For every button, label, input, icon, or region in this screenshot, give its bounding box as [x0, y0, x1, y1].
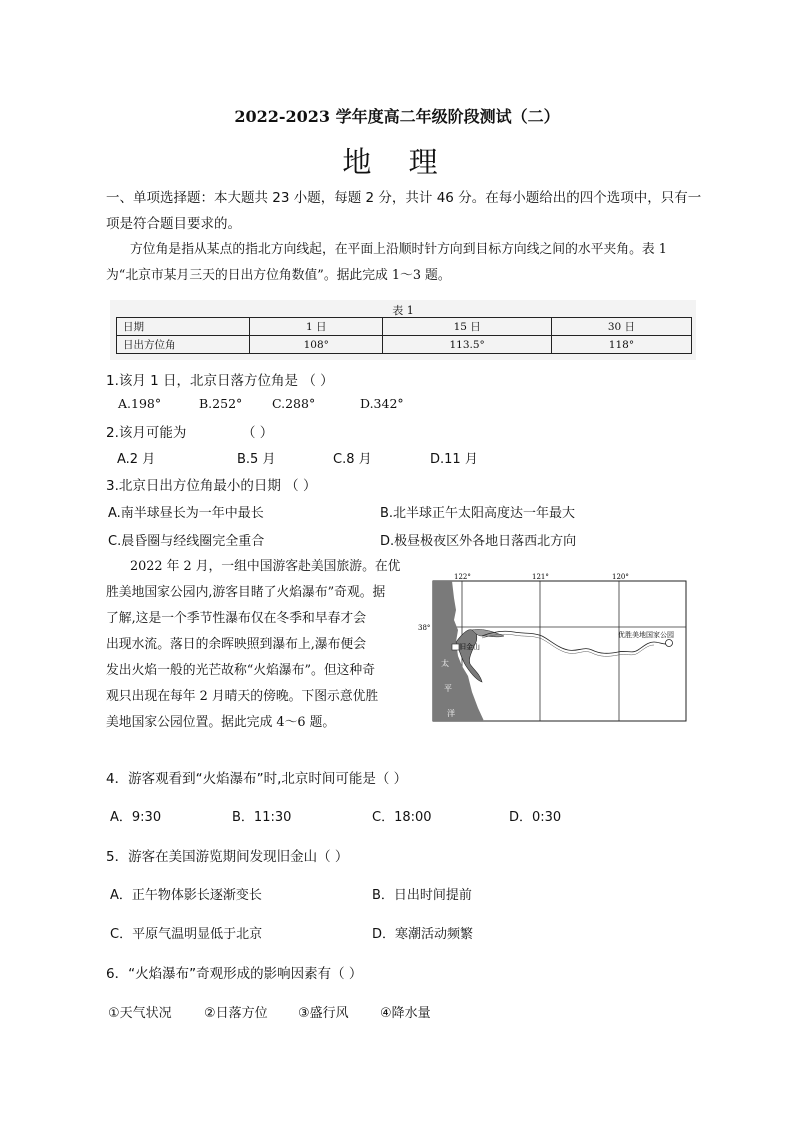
- intro2-line: 2022 年 2 月，一组中国游客赴美国旅游。在优: [130, 559, 401, 574]
- table1-header-cell: 30 日: [551, 318, 691, 336]
- intro2-line: 发出火焰一般的光芒故称“火焰瀑布”。但这种奇: [106, 663, 376, 678]
- q6-factor: ④降水量: [380, 1006, 431, 1021]
- san-francisco-marker: [452, 644, 459, 650]
- q1-option-a[interactable]: A.198°: [118, 396, 162, 411]
- intro1-line1: 方位角是指从某点的指北方向线起，在平面上沿顺时针方向到目标方向线之间的水平夹角。表 1: [130, 242, 667, 257]
- lon-label: 121°: [532, 573, 549, 581]
- q4-option-a[interactable]: A．9:30: [110, 810, 162, 825]
- ocean-label-char: 平: [444, 684, 452, 693]
- q3-option-b[interactable]: B.北半球正午太阳高度达一年最大: [380, 506, 576, 521]
- q3-option-c[interactable]: C.晨昏圈与经线圈完全重合: [108, 534, 265, 549]
- q3-stem: 3.北京日出方位角最小的日期 （ ）: [106, 478, 317, 494]
- q2-option-c[interactable]: C.8 月: [333, 452, 372, 467]
- section-heading-line1: 一、单项选择题：本大题共 23 小题，每题 2 分，共计 46 分。在每小题给出的四个选项中，只有一: [106, 190, 702, 206]
- q4-option-c[interactable]: C．18:00: [372, 810, 432, 825]
- q6-factor: ②日落方位: [204, 1006, 268, 1021]
- city-label: 旧金山: [459, 643, 480, 651]
- q1-option-d[interactable]: D.342°: [360, 396, 404, 411]
- table1: [110, 300, 696, 360]
- q4-option-b[interactable]: B．11:30: [232, 810, 292, 825]
- park-label: 优胜美地国家公园: [618, 631, 674, 639]
- intro1-line2: 为“北京市某月三天的日出方位角数值”。据此完成 1～3 题。: [106, 268, 451, 283]
- table1-row-label: 日出方位角: [117, 336, 250, 354]
- section-heading-line2: 项是符合题目要求的。: [106, 216, 241, 232]
- table1-cell: 118°: [551, 336, 691, 354]
- q3-option-d[interactable]: D.极昼极夜区外各地日落西北方向: [380, 534, 577, 549]
- table1-data-row: [117, 336, 692, 354]
- subject-title: 地 理: [342, 145, 452, 179]
- ocean-label-char: 太: [441, 659, 449, 668]
- q2-stem: 2.该月可能为: [106, 425, 187, 441]
- q5-option-d[interactable]: D．寒潮活动频繁: [372, 927, 474, 942]
- q4-option-d[interactable]: D．0:30: [509, 810, 562, 825]
- yosemite-location-map: [418, 570, 687, 722]
- lat-label: 38°: [418, 624, 431, 632]
- q1-option-c[interactable]: C.288°: [272, 396, 316, 411]
- table1-cell: 108°: [250, 336, 383, 354]
- table1-header-row: [117, 318, 692, 336]
- intro2-line: 了解,这是一个季节性瀑布仅在冬季和早春才会: [106, 611, 367, 626]
- table1-header-cell: 日期: [117, 318, 250, 336]
- q6-factor: ①天气状况: [108, 1006, 172, 1021]
- table1-cell: 113.5°: [383, 336, 551, 354]
- intro2-line: 观只出现在每年 2 月晴天的傍晚。下图示意优胜: [106, 689, 379, 704]
- table1-title: 表 1: [392, 304, 414, 317]
- q4-stem: 4．游客观看到“火焰瀑布”时,北京时间可能是（ ）: [106, 771, 408, 787]
- q2-option-a[interactable]: A.2 月: [117, 452, 156, 467]
- q2-option-b[interactable]: B.5 月: [237, 452, 276, 467]
- q6-factor: ③盛行风: [298, 1006, 349, 1021]
- table1-grid: [116, 317, 692, 354]
- q1-option-b[interactable]: B.252°: [199, 396, 243, 411]
- q2-option-d[interactable]: D.11 月: [430, 452, 478, 467]
- q3-option-a[interactable]: A.南半球昼长为一年中最长: [108, 506, 264, 521]
- ocean-label-char: 洋: [447, 709, 455, 718]
- q6-stem: 6．“火焰瀑布”奇观形成的影响因素有（ ）: [106, 966, 363, 982]
- lon-label: 122°: [454, 573, 471, 581]
- intro2-line: 出现水流。落日的余晖映照到瀑布上,瀑布便会: [106, 637, 367, 652]
- q1-stem: 1.该月 1 日，北京日落方位角是 （ ）: [106, 373, 334, 389]
- q5-stem: 5．游客在美国游览期间发现旧金山（ ）: [106, 849, 349, 865]
- q2-paren: （ ）: [242, 425, 274, 441]
- intro2-line: 美地国家公园位置。据此完成 4～6 题。: [106, 715, 336, 730]
- table1-header-cell: 1 日: [250, 318, 383, 336]
- lon-label: 120°: [612, 573, 629, 581]
- table1-header-cell: 15 日: [383, 318, 551, 336]
- yosemite-marker: [666, 640, 673, 647]
- q5-option-c[interactable]: C．平原气温明显低于北京: [110, 927, 263, 942]
- exam-title: 2022-2023 学年度高二年级阶段测试（二）: [234, 107, 560, 126]
- q5-option-a[interactable]: A．正午物体影长逐渐变长: [110, 888, 262, 903]
- q5-option-b[interactable]: B．日出时间提前: [372, 888, 472, 903]
- intro2-line: 胜美地国家公园内,游客目睹了火焰瀑布”奇观。据: [106, 585, 386, 600]
